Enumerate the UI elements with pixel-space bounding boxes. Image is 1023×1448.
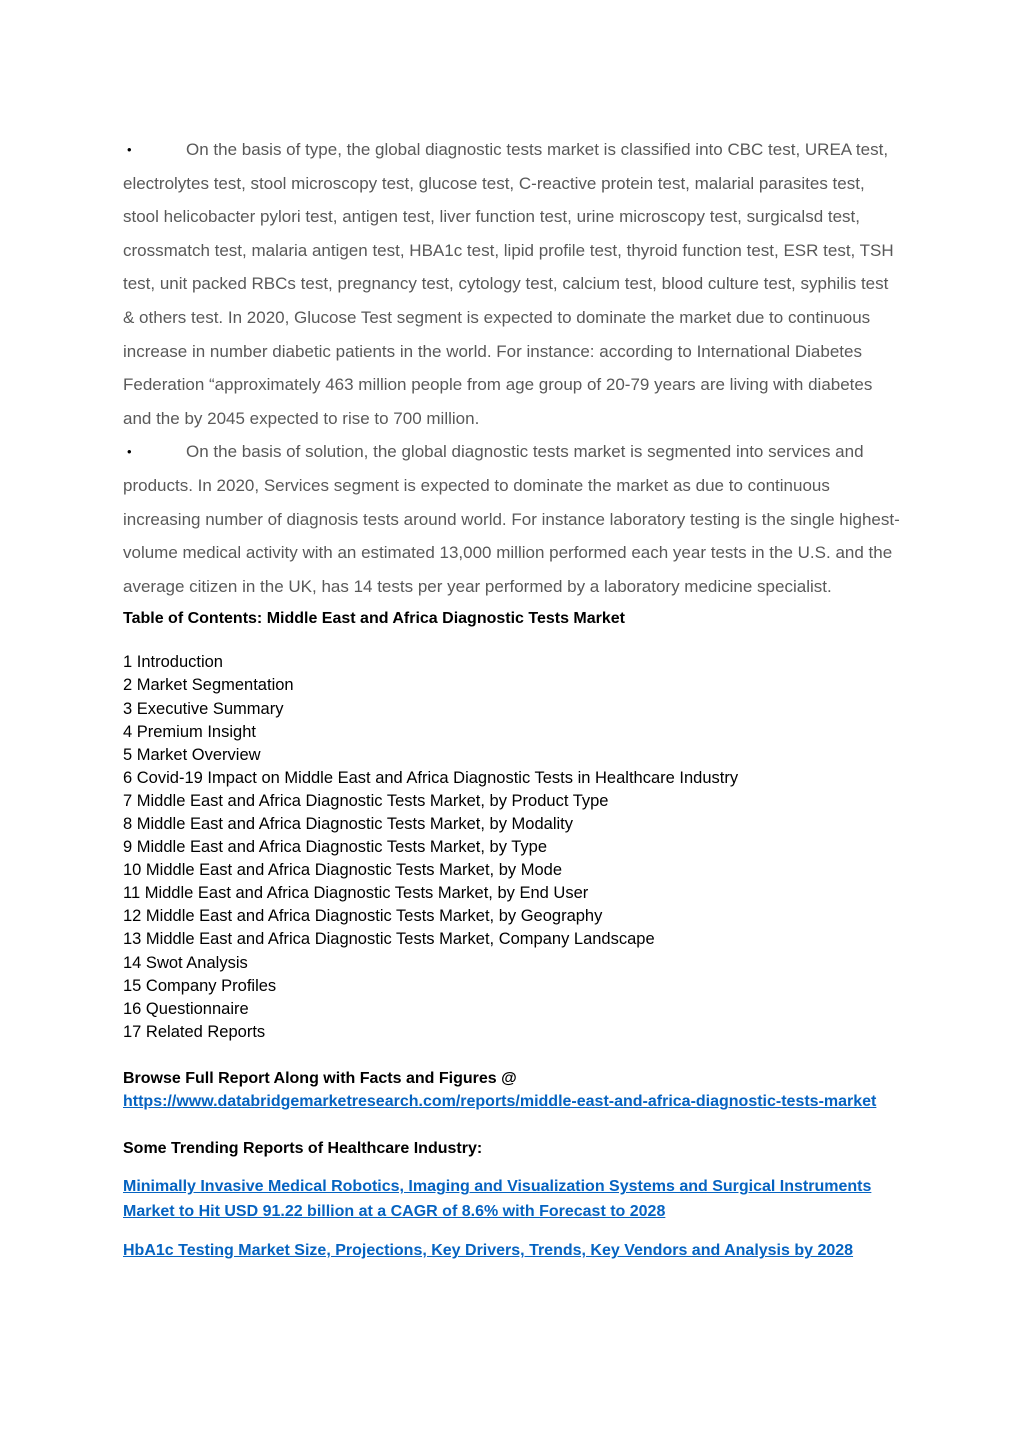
toc-item: 2 Market Segmentation (123, 676, 294, 695)
toc-item: 3 Executive Summary (123, 699, 284, 718)
toc-item: 5 Market Overview (123, 745, 261, 764)
toc-item: 11 Middle East and Africa Diagnostic Tests Market, by End User (123, 884, 589, 903)
toc-item: 17 Related Reports (123, 1022, 266, 1041)
toc-item: 15 Company Profiles (123, 976, 277, 995)
trending-reports-label: Some Trending Reports of Healthcare Industry: (123, 1139, 483, 1157)
paragraph-text: On the basis of solution, the global diagnostic tests market is segmented into services and products. In 2020, Services segment is expected to dominate the market as due to continuous increasing number of diagnosis tests around world. For instance laboratory testing is the single highest-volume medical activity with an estimated 13,000 million performed each year tests in the U.S. and the average citizen in the UK, has 14 tests per year performed by a laboratory medicine specialist. (123, 442, 900, 596)
trending-report-item (123, 1238, 898, 1263)
trending-report-link-robotics[interactable]: Minimally Invasive Medical Robotics, Imaging and Visualization Systems and Surgical Instruments Market to Hit USD 91.22 billion at a CAGR of 8.6% with Forecast to 2028 (123, 1178, 872, 1221)
toc-item: 12 Middle East and Africa Diagnostic Tests Market, by Geography (123, 907, 603, 926)
toc-title: Table of Contents: Middle East and Africa Diagnostic Tests Market (123, 610, 626, 628)
bullet-icon: • (127, 142, 132, 157)
bullet-icon: • (127, 444, 132, 460)
toc-item: 16 Questionnaire (123, 999, 249, 1018)
browse-report-link[interactable]: https://www.databridgemarketresearch.com/reports/middle-east-and-africa-diagnostic-tests-market (123, 1093, 877, 1111)
browse-report-link-wrap (123, 1090, 883, 1114)
toc-item: 7 Middle East and Africa Diagnostic Tests Market, by Product Type (123, 791, 609, 810)
document-page (123, 133, 903, 1263)
toc-item: 4 Premium Insight (123, 722, 256, 741)
toc-item: 10 Middle East and Africa Diagnostic Tests Market, by Mode (123, 861, 562, 880)
trending-report-item (123, 1174, 898, 1224)
bullet-paragraph-solution (123, 435, 903, 603)
toc-item: 13 Middle East and Africa Diagnostic Tests Market, Company Landscape (123, 930, 655, 949)
browse-report-label: Browse Full Report Along with Facts and Figures @ (123, 1069, 517, 1087)
paragraph-text: On the basis of type, the global diagnostic tests market is classified into CBC test, UREA test, electrolytes test, stool microscopy test, glucose test, C-reactive protein test, malarial parasites test, stool helicobacter pylori test, antigen test, liver function test, urine microscopy test, surgicalsd test, crossmatch test, malaria antigen test, HBA1c test, lipid profile test, thyroid function test, ESR test, TSH test, unit packed RBCs test, pregnancy test, cytology test, calcium test, blood culture test, syphilis test & others test. In 2020, Glucose Test segment is expected to dominate the market due to continuous increase in number diabetic patients in the world. For instance: according to International Diabetes Federation “approximately 463 million people from age group of 20-79 years are living with diabetes and the by 2045 expected to rise to 700 million. (123, 140, 894, 428)
toc-item: 14 Swot Analysis (123, 953, 248, 972)
toc-item: 6 Covid-19 Impact on Middle East and Africa Diagnostic Tests in Healthcare Industry (123, 768, 739, 787)
toc-list (123, 651, 903, 1044)
bullet-paragraph-type (123, 133, 903, 435)
toc-item: 9 Middle East and Africa Diagnostic Tests Market, by Type (123, 838, 548, 857)
trending-report-link-hba1c[interactable]: HbA1c Testing Market Size, Projections, Key Drivers, Trends, Key Vendors and Analysis by 2028 (123, 1242, 854, 1260)
toc-item: 8 Middle East and Africa Diagnostic Tests Market, by Modality (123, 814, 573, 833)
toc-item: 1 Introduction (123, 653, 223, 672)
